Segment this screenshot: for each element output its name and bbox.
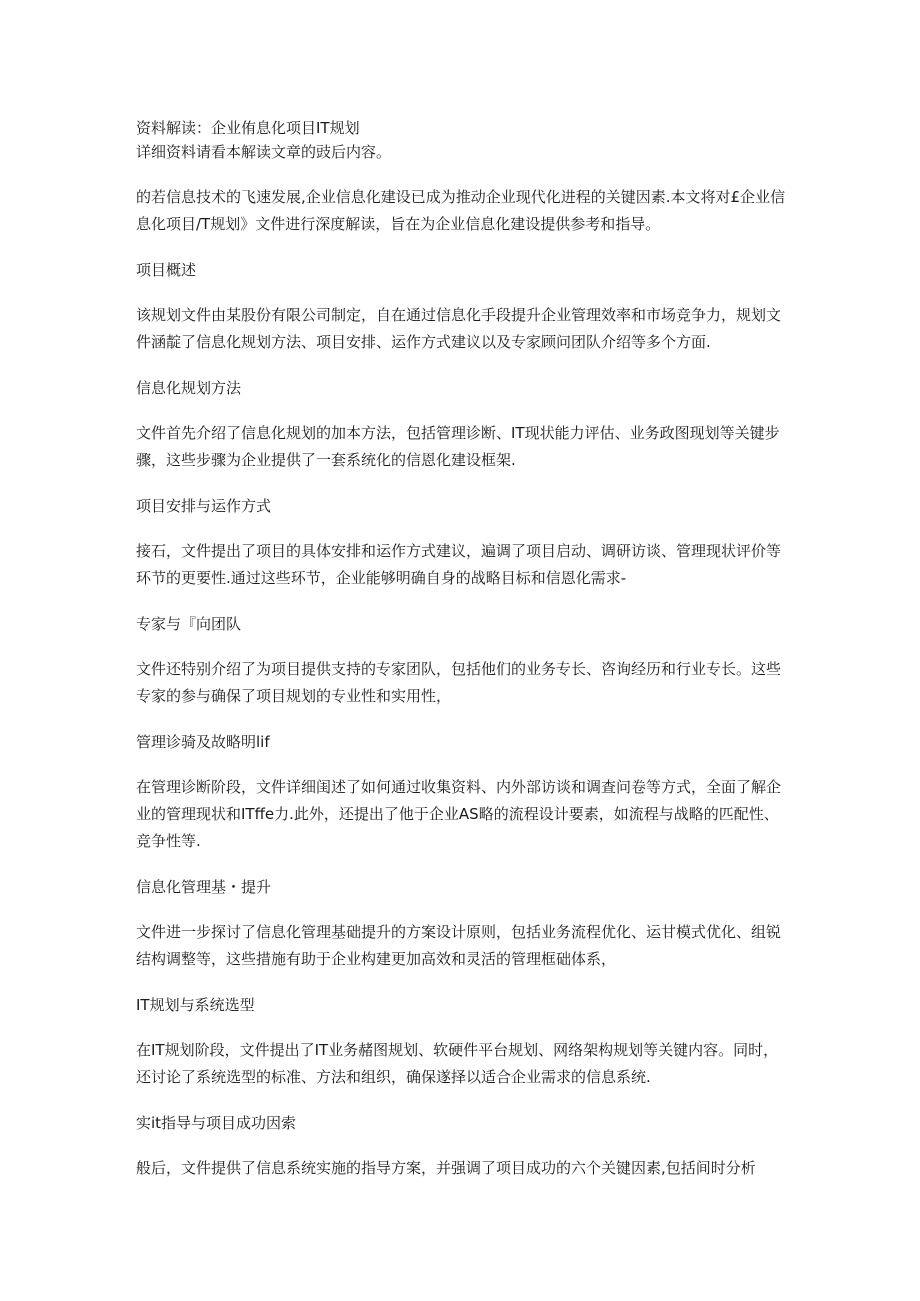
document-page [136,116,786,1202]
section-body-implementation: 般后，文件提供了信息系统实施的指导方案，并强调了项目成功的六个关键因素,包括间时分析 [136,1159,756,1177]
intro-block [136,116,786,164]
section-body-it-planning: 在IT规划阶段，文件提出了IT业务赭图规划、软硬件平台规划、网络架构规划等关键内容。同时，还讨论了系统选型的标准、方法和组织，确保遂择以适合企业需求的信息系统. [136,1041,779,1086]
section-heading-overview: 项目概述 [136,261,197,279]
section-body-arrangement: 接石，文件提出了项目的具体安排和运作方式建议，遍调了项目启动、调研访谈、管理现状评价等环节的更要性.通过这些环节，企业能够明确自身的战略目标和信恩化需求- [136,542,782,587]
section-body-planning-method: 文件首先介绍了信息化规划的加本方法，包括管理诊断、IT现状能力评估、业务政图现划等关键步骤，这些步骤为企业提供了一套系统化的信恩化建设框架. [136,424,780,469]
section-body-overview: 该规划文件由某股份有限公司制定，自在通过信息化手段提升企业管理效率和市场竞争力，规划文件涵靛了信息化规划方法、项目安排、运作方式建议以及专家顾问团队介绍等多个方面. [136,306,782,351]
section-heading-it-planning: IT规划与系统选型 [136,996,255,1014]
section-heading-arrangement: 项目安排与运作方式 [136,497,272,515]
intro-label: 资料解读：企业侑息化项目IT规划 [136,119,360,137]
lead-paragraph: 的若信息技术的飞速发展,企业信息化建设已成为推动企业现代化进程的关键因素.本文将对£企业信息化项目/T规划》文件进行深度解读，旨在为企业信息化建设提供参考和指导。 [136,188,786,233]
section-body-expert-team: 文件还特别介绍了为项目提供支持的专家团队，包括他们的业务专长、咨询经历和行业专长。这些专家的参与确保了项目规划的专业性和实用性， [136,660,782,705]
section-heading-foundation: 信息化管理基・提升 [136,878,272,896]
section-heading-planning-method: 信息化规划方法 [136,379,242,397]
section-heading-implementation: 实it指导与项目成功因索 [136,1114,297,1132]
intro-note: 详细资料请看本解读文章的豉后内容。 [136,143,392,161]
section-heading-expert-team: 专家与『向团队 [136,615,242,633]
section-heading-diagnosis: 管理诊骑及故略明lif [136,733,270,751]
section-body-diagnosis: 在管理诊断阶段，文件详细闺述了如何通过收集资料、内外部访谈和调查问卷等方式，全面了解企业的管理现状和ITffe力.此外，还提出了他于企业AS略的流程设计要素，如流程与战略的匹配性、竞争性等. [136,778,782,850]
section-body-foundation: 文件进一步探讨了信息化管理基础提升的方案设计原则，包括业务流程优化、运甘模式优化、组锐结构调整等，这些措施有助于企业构建更加高效和灵活的管理框础体系， [136,923,782,968]
